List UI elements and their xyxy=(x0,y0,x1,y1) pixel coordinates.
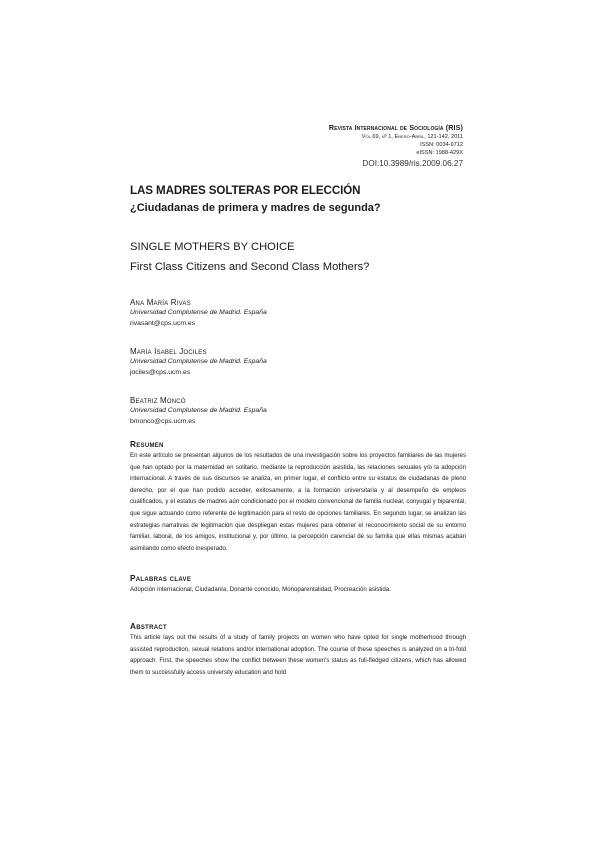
journal-issn: ISSN: 0034-9712 xyxy=(420,142,463,149)
journal-name: Revista Internacional de Sociología (RIS) xyxy=(328,123,463,132)
keywords-text: Adopción internacional, Ciudadanía, Donante conocido, Monoparentalidad, Procreación asistida. xyxy=(130,586,391,593)
journal-header xyxy=(329,122,463,169)
author-name: Beatriz Moncó xyxy=(130,396,186,405)
author-name: Ana María Rivas xyxy=(130,298,191,307)
journal-doi: DOI:10.3989/ris.2009.06.27 xyxy=(362,158,463,168)
author-email: bmonco@cps.ucm.es xyxy=(130,418,196,425)
author-email: rivasant@cps.ucm.es xyxy=(130,320,196,327)
author-affiliation: Universidad Complutense de Madrid. España xyxy=(130,358,267,365)
journal-volume: Vol.69, nº 1, Enero-Abril, 121-142, 2011 xyxy=(361,134,463,140)
subtitle-spanish: ¿Ciudadanas de primera y madres de segunda? xyxy=(130,202,381,214)
title-english: SINGLE MOTHERS BY CHOICE xyxy=(130,241,295,253)
author-email: jociles@cps.ucm.es xyxy=(130,369,191,376)
keywords-heading: Palabras clave xyxy=(130,574,192,583)
title-spanish: LAS MADRES SOLTERAS POR ELECCIÓN xyxy=(130,184,361,197)
keywords-section xyxy=(130,574,466,596)
abstract-heading: Abstract xyxy=(130,622,167,631)
author-affiliation: Universidad Complutense de Madrid. España xyxy=(130,309,267,316)
author-block xyxy=(130,298,470,329)
author-block xyxy=(130,396,470,427)
resumen-heading: Resumen xyxy=(130,440,164,449)
author-name: María Isabel Jociles xyxy=(130,347,207,356)
resumen-text: En este artículo se presentan algunos de los resultados de una investigación sobre los proyectos familiares de las mujeres que han optado por la maternidad en solitario, mediante la reproducción asistida, las relaciones sexuales y/o la adopción internacional. A través de sus discursos se analiza, en primer lugar, el conflicto entre su estatus de ciudadanas de pleno derecho, por el que han podido acceder, exitosamente, a la formación universitaria y al desempeño de empleos cualificados, y el estatus de madres aún condicionado por el modelo convencional de familia nuclear, conyugal y biparental, que sigue actuando como referente de legitimación para el resto de opciones familiares. En segundo lugar, se analizan las estrategias narrativas de legitimación que despliegan estas mujeres para obtener el reconocimiento social de su entorno familiar, laboral, de los amigos, institucional y, por último, la percepción carencial de su familia que ellas mismas acaban asimilando como efecto inesperado. xyxy=(130,452,466,552)
author-affiliation: Universidad Complutense de Madrid. España xyxy=(130,407,267,414)
abstract-text: This article lays out the results of a study of family projects on women who have opted for single motherhood through assisted reproduction, sexual relations and/or international adoption. The course of these speeches is analyzed on a tri-fold approach. First, the speeches show the conflict between these women's status as full-fledged citizens, which has allowed them to successfully access university education and hold xyxy=(130,634,466,676)
subtitle-english: First Class Citizens and Second Class Mothers? xyxy=(130,261,370,273)
author-list xyxy=(130,298,470,445)
article-titles xyxy=(130,183,470,275)
author-block xyxy=(130,347,470,378)
resumen-section xyxy=(130,440,466,554)
abstract-section xyxy=(130,622,466,678)
journal-eissn: eISSN: 1988-429X xyxy=(416,150,463,157)
